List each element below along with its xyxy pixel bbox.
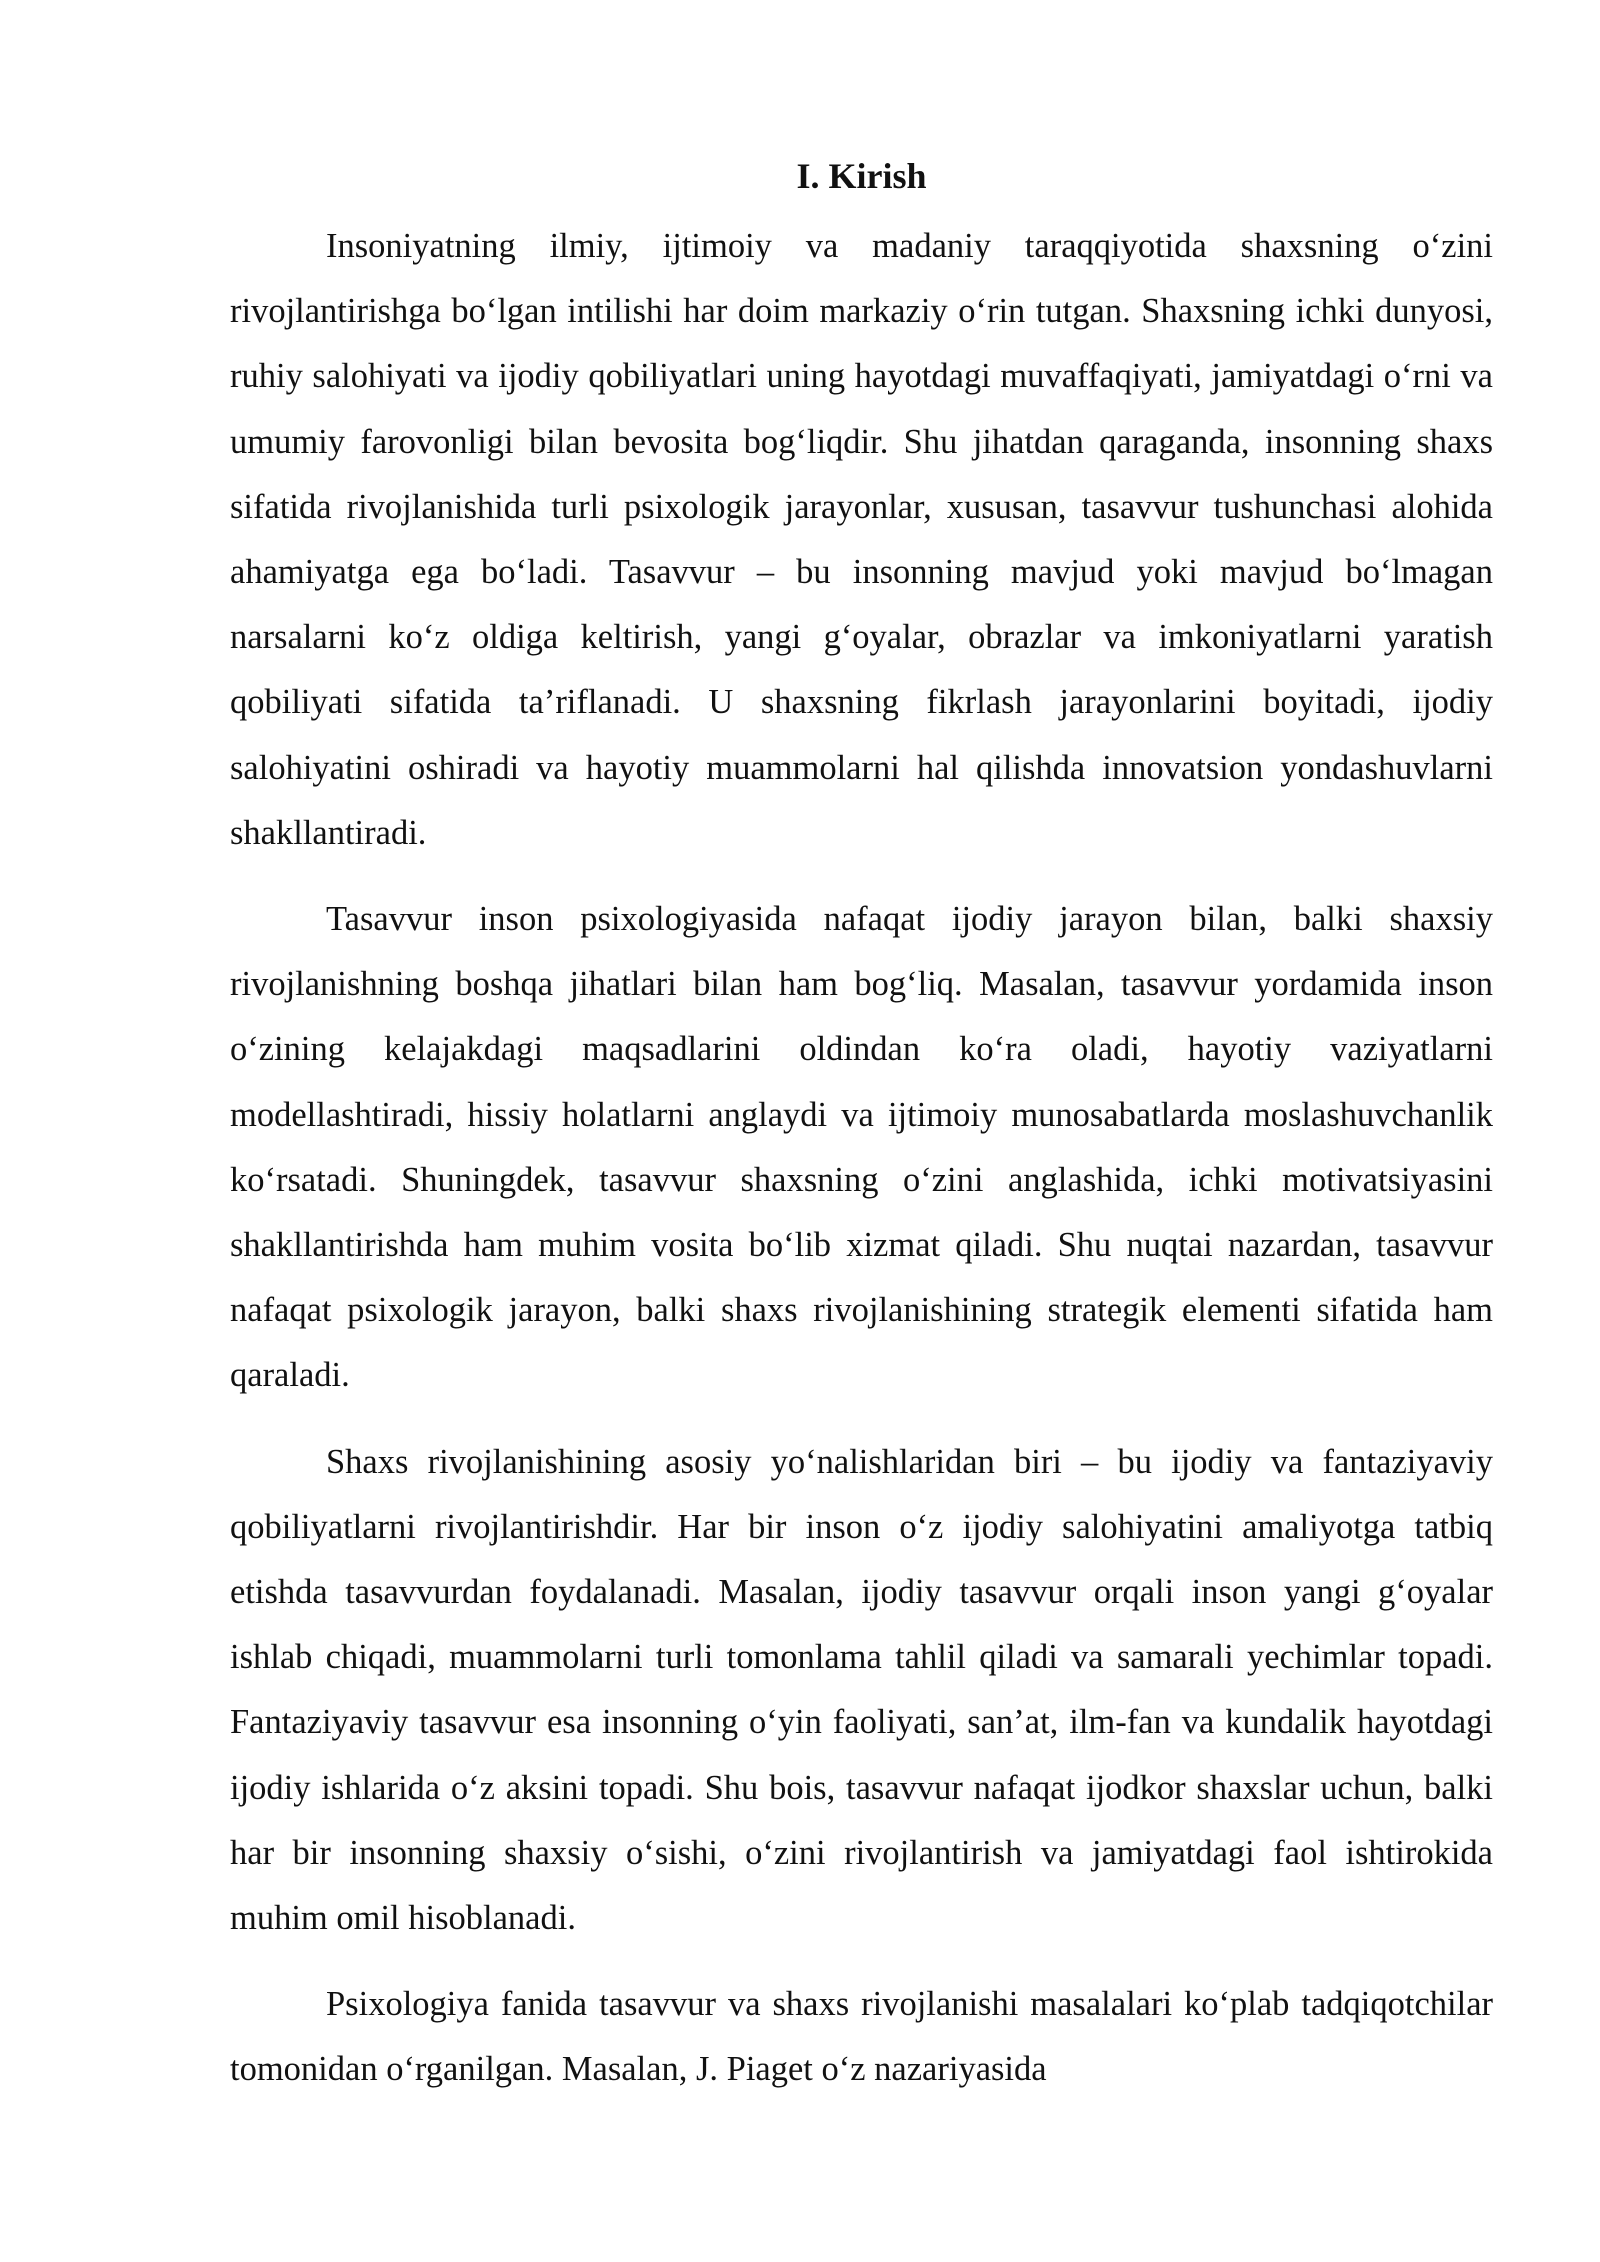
paragraph-4: Psixologiya fanida tasavvur va shaxs rivojlanishi masalalari ko‘plab tadqiqotchilar tomonidan o‘rganilgan. Masalan, J. Piaget o‘z nazariyasida [230, 1985, 1493, 2089]
paragraph-3: Shaxs rivojlanishining asosiy yo‘nalishlaridan biri – bu ijodiy va fantaziyaviy qobiliyatlarni rivojlantirishdir. Har bir inson o‘z ijodiy salohiyatini amaliyotga tatbiq etishda tasavvurdan foydalanadi. Masalan, ijodiy tasavvur orqali inson yangi g‘oyalar ishlab chiqadi, muammolarni turli tomonlama tahlil qiladi va samarali yechimlar topadi. Fantaziyaviy tasavvur esa insonning o‘yin faoliyati, san’at, ilm-fan va kundalik hayotdagi ijodiy ishlarida o‘z aksini topadi. Shu bois, tasavvur nafaqat ijodkor shaxslar uchun, balki har bir insonning shaxsiy o‘sishi, o‘zini rivojlantirish va jamiyatdagi faol ishtirokida muhim omil hisoblanadi. [230, 1442, 1493, 1938]
page-content [230, 148, 1493, 2124]
paragraph-2: Tasavvur inson psixologiyasida nafaqat ijodiy jarayon bilan, balki shaxsiy rivojlanishning boshqa jihatlari bilan ham bog‘liq. Masalan, tasavvur yordamida inson o‘zining kelajakdagi maqsadlarini oldindan ko‘ra oladi, hayotiy vaziyatlarni modellashtiradi, hissiy holatlarni anglaydi va ijtimoiy munosabatlarda moslashuvchanlik ko‘rsatadi. Shuningdek, tasavvur shaxsning o‘zini anglashida, ichki motivatsiyasini shakllantirishda ham muhim vosita bo‘lib xizmat qiladi. Shu nuqtai nazardan, tasavvur nafaqat psixologik jarayon, balki shaxs rivojlanishining strategik elementi sifatida ham qaraladi. [230, 900, 1493, 1395]
paragraph-1: Insoniyatning ilmiy, ijtimoiy va madaniy taraqqiyotida shaxsning o‘zini rivojlantirishga bo‘lgan intilishi har doim markaziy o‘rin tutgan. Shaxsning ichki dunyosi, ruhiy salohiyati va ijodiy qobiliyatlari uning hayotdagi muvaffaqiyati, jamiyatdagi o‘rni va umumiy farovonligi bilan bevosita bog‘liqdir. Shu jihatdan qaraganda, insonning shaxs sifatida rivojlanishida turli psixologik jarayonlar, xususan, tasavvur tushunchasi alohida ahamiyatga ega bo‘ladi. Tasavvur – bu insonning mavjud yoki mavjud bo‘lmagan narsalarni ko‘z oldiga keltirish, yangi g‘oyalar, obrazlar va imkoniyatlarni yaratish qobiliyati sifatida ta’riflanadi. U shaxsning fikrlash jarayonlarini boyitadi, ijodiy salohiyatini oshiradi va hayotiy muammolarni hal qilishda innovatsion yondashuvlarni shakllantiradi. [230, 227, 1493, 852]
section-heading: I. Kirish [796, 156, 927, 196]
